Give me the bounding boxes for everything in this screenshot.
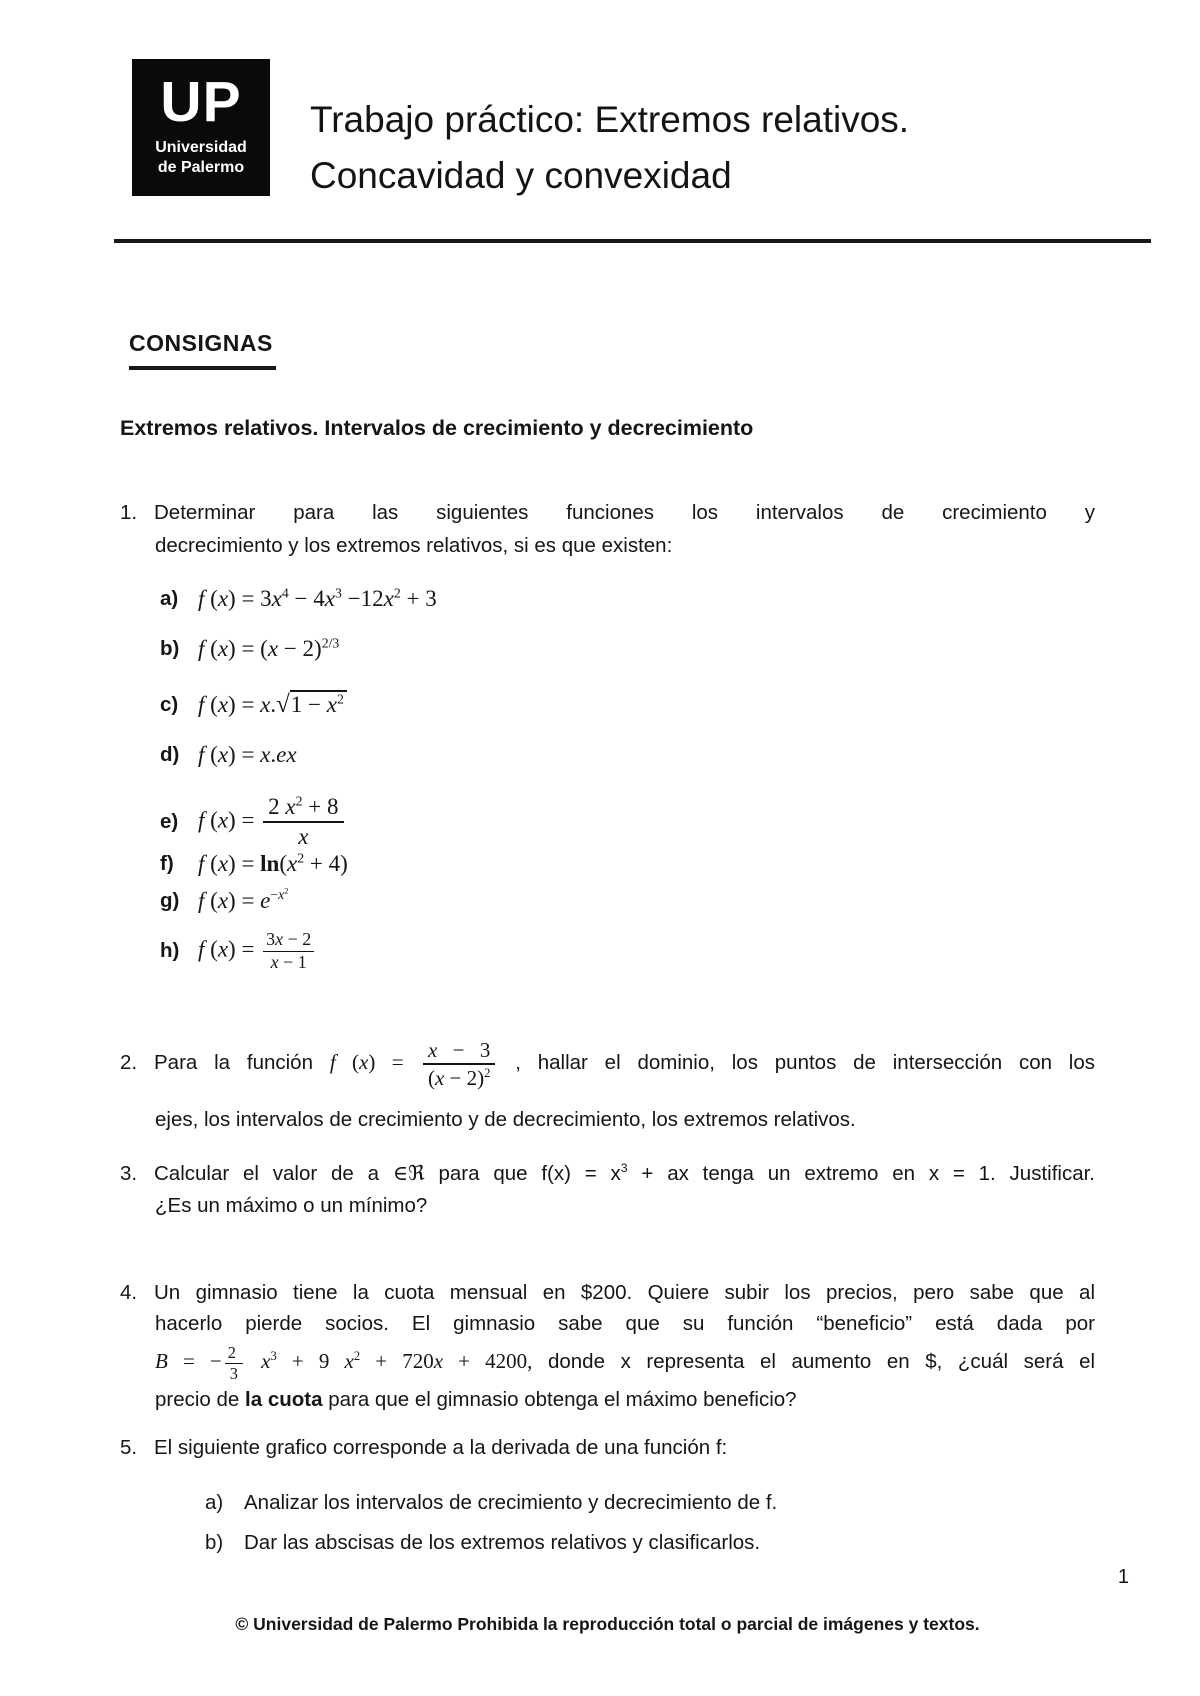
formula-row-h [160,930,317,972]
problem-4-number: 4. [120,1281,138,1304]
problem-5-item-a-text: Analizar los intervalos de crecimiento y decrecimiento de f. [244,1491,778,1514]
problem-4-line-3: B = − $\frac{2}{3}$ $x^3 + 9$ $x^2 + 720x + 4200$, donde x representa el aumento en $, ¿cuál será el [155,1342,1096,1383]
problem-5-item-b [205,1527,760,1559]
problem-5-item-a-label: a) [205,1491,224,1514]
problem-4-line-2: hacerlo pierde socios. El gimnasio sabe que su función “beneficio” está dada por [155,1312,1095,1335]
formula-label-g: g) [160,889,180,912]
problem-3-text-line-2: ¿Es un máximo o un mínimo? [155,1194,428,1217]
formula-label-a: a) [160,587,179,610]
copyright-notice: © Universidad de Palermo Prohibida la reproducción total o parcial de imágenes y textos. [235,1614,980,1634]
formula-label-c: c) [160,693,179,716]
formula-label-e: e) [160,810,179,834]
logo-abbreviation: UP [160,70,242,135]
problem-4-line-1 [120,1277,1095,1308]
formula-c: f $(x) = x.√1 - x^2$ [198,691,347,719]
problem-3-number: 3. [120,1162,138,1185]
problem-2-line-1 [120,1038,1095,1090]
problem-1-text-line-2: decrecimiento y los extremos relativos, si es que existen: [155,534,673,557]
problem-5-item-b-text: Dar las abscisas de los extremos relativos y clasificarlos. [244,1531,761,1554]
problem-3-line-1 [120,1157,1095,1190]
problem-1-number: 1. [120,501,138,524]
logo-subtitle-line-1: Universidad [155,138,247,156]
university-logo [132,59,270,196]
problem-5-item-a [205,1487,777,1519]
problem-2-text-line-2: ejes, los intervalos de crecimiento y de decrecimiento, los extremos relativos. [155,1108,856,1131]
logo-subtitle [155,138,247,178]
consignas-heading: CONSIGNAS [129,330,273,356]
problem-1-text-line-1: Determinar para las siguientes funciones los intervalos de crecimiento y [154,501,1095,524]
header-divider [114,239,1151,243]
problem-5-text: El siguiente grafico corresponde a la derivada de una función f: [154,1436,728,1459]
formula-row-e [160,794,347,851]
formula-row-d [160,742,297,768]
problem-1-line-1 [120,497,1095,529]
page-number: 1 [1117,1566,1129,1588]
consignas-underline [129,366,276,370]
formula-f: f $(x) = \ln(x^2 + 4)$ [198,850,348,876]
formula-label-d: d) [160,743,180,766]
document-title-line-1: Trabajo práctico: Extremos relativos. [310,99,910,140]
formula-row-a [160,586,437,612]
formula-b: f $(x) = (x - 2)^{2/3}$ [198,635,340,661]
formula-h: f (x) = $\frac{3x - 2}{x - 1}$ [198,930,317,972]
problem-5-line-1 [120,1432,1095,1464]
formula-g: f $(x) = e^{-x^2}$ [198,886,289,913]
formula-label-h: h) [160,939,180,963]
formula-d: f (x) = x.ex [198,742,297,767]
problem-4-line-4: precio de la cuota para que el gimnasio obtenga el máximo beneficio? [155,1388,797,1411]
formula-row-b [160,636,339,662]
formula-e: f (x) = $\frac{2 x^2 + 8}{x}$ [198,794,347,851]
formula-row-g [160,888,288,914]
problem-5-number: 5. [120,1436,138,1459]
problem-4 [120,1277,1095,1415]
problem-3-text-line-1: Calcular el valor de a ∈ℜ para que $f(x) = x^3$ + ax tenga un extremo en x = 1. Justificar. [154,1161,1095,1185]
logo-subtitle-line-2: de Palermo [157,158,245,176]
formula-row-c [160,691,347,719]
formula-label-b: b) [160,637,180,660]
document-title [310,92,909,204]
problem-2-text-line-1: Para la función f (x) = $\frac{x - 3}{(x - 2)^2}$ , hallar el dominio, los puntos de intersección con los [154,1038,1096,1091]
formula-label-f: f) [160,852,174,875]
problem-5-item-b-label: b) [205,1531,224,1554]
problem-2-number: 2. [120,1050,138,1074]
problem-4-text-line-1: Un gimnasio tiene la cuota mensual en $200. Quiere subir los precios, pero sabe que al [154,1281,1095,1304]
section-subtitle: Extremos relativos. Intervalos de crecimiento y decrecimiento [120,416,754,440]
formula-a: f $(x) = 3x^4 - 4x^3 -12x^2 + 3$ [198,585,437,611]
formula-row-f [160,851,348,877]
document-title-line-2: Concavidad y convexidad [310,155,732,196]
